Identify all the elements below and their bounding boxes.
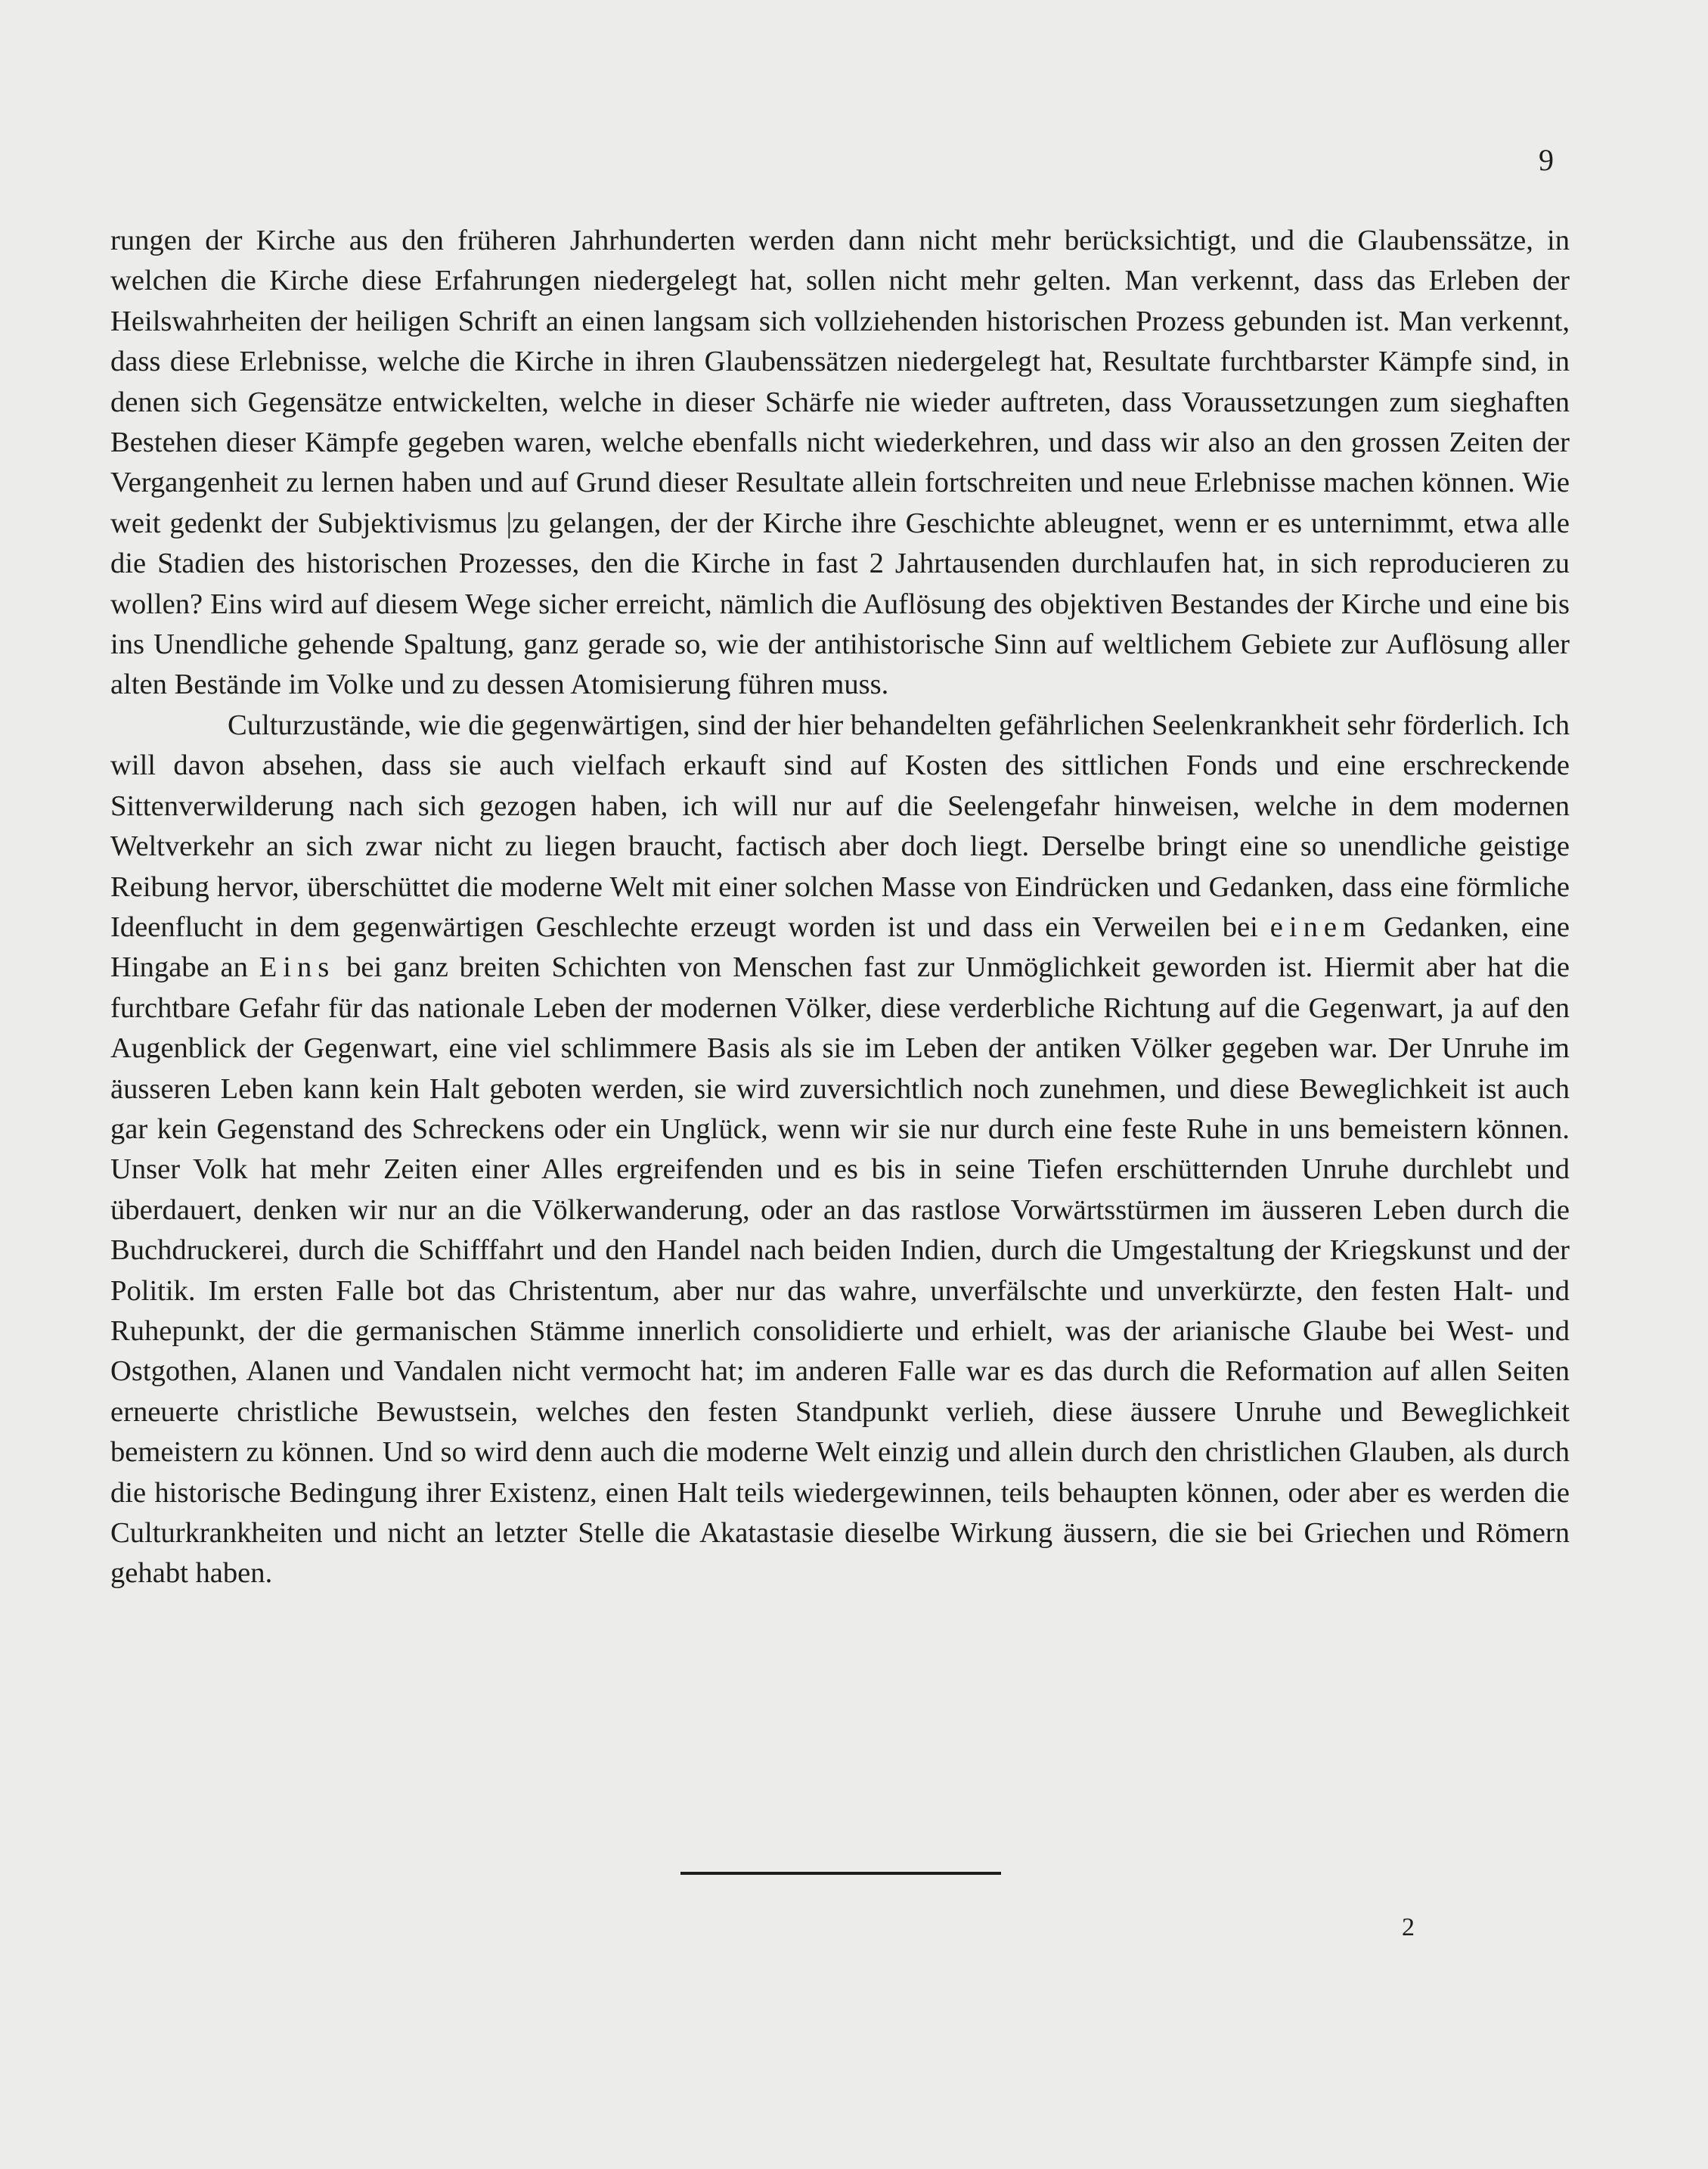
paragraph-2-text-a: Culturzustände, wie die gegenwärtigen, sind der hier behandelten gefährlichen Seelenkrankheit sehr förderlich. Ich will davon absehen, dass sie auch vielfach erkauft sind auf Kosten des sittlichen Fonds und eine erschreckende Sittenverwilderung nach sich gezogen haben, ich will nur auf die Seelengefahr hinweisen, welche in dem modernen Weltverkehr an sich zwar nicht zu liegen braucht, factisch aber doch liegt. Derselbe bringt eine so unendliche geistige Reibung hervor, überschüttet die moderne Welt mit einer solchen Masse von Eindrücken und Gedanken, dass eine förmliche Ideenflucht in dem gegenwärtigen Geschlechte erzeugt worden ist und dass ein Verweilen bei xyxy=(110,709,1570,943)
paragraph-2 xyxy=(110,706,1570,1594)
emphasis-eins: Eins xyxy=(259,951,336,984)
paragraph-2-text-c: bei ganz breiten Schichten von Menschen fast zur Unmöglichkeit geworden ist. Hiermit aber hat die furchtbare Gefahr für das nationale Leben der modernen Völker, diese verderbliche Richtung auf die Gegenwart, ja auf den Augenblick der Gegenwart, eine viel schlimmere Basis als sie im Leben der antiken Völker gegeben war. Der Unruhe im äusseren Leben kann kein Halt geboten werden, sie wird zuversichtlich noch zunehmen, und diese Beweglichkeit ist auch gar kein Gegenstand des Schreckens oder ein Unglück, wenn wir sie nur durch eine feste Ruhe in uns bemeistern können. Unser Volk hat mehr Zeiten einer Alles ergreifenden und es bis in seine Tiefen erschütternden Unruhe durchlebt und überdauert, denken wir nur an die Völkerwanderung, oder an das rastlose Vorwärtsstürmen im äusseren Leben durch die Buchdruckerei, durch die Schifffahrt und den Handel nach beiden Indien, durch die Umgestaltung der Kriegskunst und der Politik. Im ersten Falle bot das Christentum, aber nur das wahre, unverfälschte und unverkürzte, den festen Halt- und Ruhepunkt, der die germanischen Stämme innerlich consolidierte und erhielt, was der arianische Glaube bei West- und Ostgothen, Alanen und Vandalen nicht vermocht hat; im anderen Falle war es das durch die Reformation auf allen Seiten erneuerte christliche Bewustsein, welches den festen Standpunkt verlieh, diese äussere Unruhe und Beweglichkeit bemeistern zu können. Und so wird denn auch die moderne Welt einzig und allein durch den christlichen Glauben, als durch die historische Bedingung ihrer Existenz, einen Halt teils wiedergewinnen, teils behaupten können, oder aber es werden die Culturkrankheiten und nicht an letzter Stelle die Akatastasie dieselbe Wirkung äussern, die sie bei Griechen und Römern gehabt haben. xyxy=(110,951,1570,1590)
emphasis-einem: einem xyxy=(1269,911,1372,943)
body-text xyxy=(110,221,1570,1594)
paragraph-1-text: rungen der Kirche aus den früheren Jahrhunderten werden dann nicht mehr berücksichtigt, und die Glaubenssätze, in welchen die Kirche diese Erfahrungen niedergelegt hat, sollen nicht mehr gelten. Man verkennt, dass das Erleben der Heilswahrheiten der heiligen Schrift an einen langsam sich vollziehenden historischen Prozess gebunden ist. Man verkennt, dass diese Erlebnisse, welche die Kirche in ihren Glaubenssätzen niedergelegt hat, Resultate furchtbarster Kämpfe sind, in denen sich Gegensätze entwickelten, welche in dieser Schärfe nie wieder auftreten, dass Voraussetzungen zum sieghaften Bestehen dieser Kämpfe gegeben waren, welche ebenfalls nicht wiederkehren, und dass wir also an den grossen Zeiten der Vergangenheit zu lernen haben und auf Grund dieser Resultate allein fortschreiten und neue Erlebnisse machen können. Wie weit gedenkt der Subjektivismus |zu gelangen, der der Kirche ihre Geschichte ableugnet, wenn er es unternimmt, etwa alle die Stadien des historischen Prozesses, den die Kirche in fast 2 Jahrtausenden durchlaufen hat, in sich reproducieren zu wollen? Eins wird auf diesem Wege sicher erreicht, nämlich die Auflösung des objektiven Bestandes der Kirche und eine bis ins Unendliche gehende Spaltung, ganz gerade so, wie der antihistorische Sinn auf weltlichem Gebiete zur Auflösung aller alten Bestände im Volke und zu dessen Atomisierung führen muss. xyxy=(110,225,1570,701)
paragraph-1 xyxy=(110,221,1570,706)
paragraph-2-text-b: Gedanken, eine Hingabe an xyxy=(110,911,1570,984)
sheet-signature: 2 xyxy=(1402,1913,1415,1941)
page-number: 9 xyxy=(1539,143,1555,177)
section-end-rule xyxy=(680,1872,1001,1875)
